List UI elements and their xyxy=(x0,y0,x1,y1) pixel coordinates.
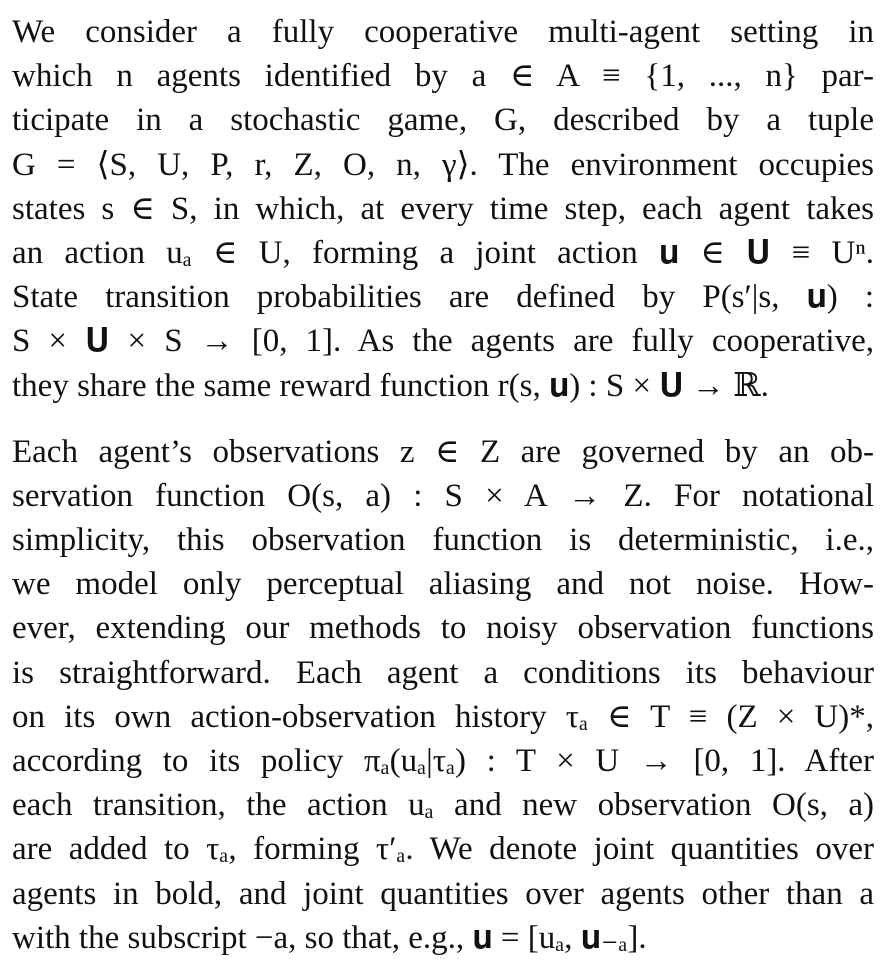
text-line: S × 𝐔 × S → [0, 1]. As the agents are fully cooperative, xyxy=(12,323,874,360)
text-line: on its own action-observation history τₐ ∈ T ≡ (Z × U)*, xyxy=(12,698,874,735)
text-line: with the subscript −a, so that, e.g., 𝐮 = [uₐ, 𝐮₋ₐ]. xyxy=(12,919,647,956)
text-line: ticipate in a stochastic game, G, described by a tuple xyxy=(12,102,874,139)
text-line: we model only perceptual aliasing and not noise. How- xyxy=(12,566,874,603)
text-line: are added to τₐ, forming τ′ₐ. We denote joint quantities over xyxy=(12,831,874,868)
text-line: simplicity, this observation function is deterministic, i.e., xyxy=(12,522,874,559)
text-line: is straightforward. Each agent a conditions its behaviour xyxy=(12,654,874,691)
text-line: agents in bold, and joint quantities over agents other than a xyxy=(12,875,874,912)
text-line: which n agents identified by a ∈ A ≡ {1, ..., n} par- xyxy=(12,58,874,95)
paragraph-2 xyxy=(12,430,874,960)
text-line: servation function O(s, a) : S × A → Z. For notational xyxy=(12,477,874,514)
paragraph-1 xyxy=(12,10,874,408)
text-line: ever, extending our methods to noisy observation functions xyxy=(12,610,874,647)
text-line: G = ⟨S, U, P, r, Z, O, n, γ⟩. The environment occupies xyxy=(12,146,874,183)
text-line: State transition probabilities are defined by P(s′|s, 𝐮) : xyxy=(12,279,874,316)
text-line: each transition, the action uₐ and new observation O(s, a) xyxy=(12,787,874,824)
text-line: they share the same reward function r(s, 𝐮) : S × 𝐔 → ℝ. xyxy=(12,367,769,404)
text-line: states s ∈ S, in which, at every time step, each agent takes xyxy=(12,190,874,227)
text-line: We consider a fully cooperative multi-agent setting in xyxy=(12,14,874,50)
text-line: according to its policy πₐ(uₐ|τₐ) : T × U → [0, 1]. After xyxy=(12,743,874,779)
text-line: an action uₐ ∈ U, forming a joint action 𝐮 ∈ 𝐔 ≡ Uⁿ. xyxy=(12,234,874,271)
text-line: Each agent’s observations z ∈ Z are governed by an ob- xyxy=(12,433,874,470)
